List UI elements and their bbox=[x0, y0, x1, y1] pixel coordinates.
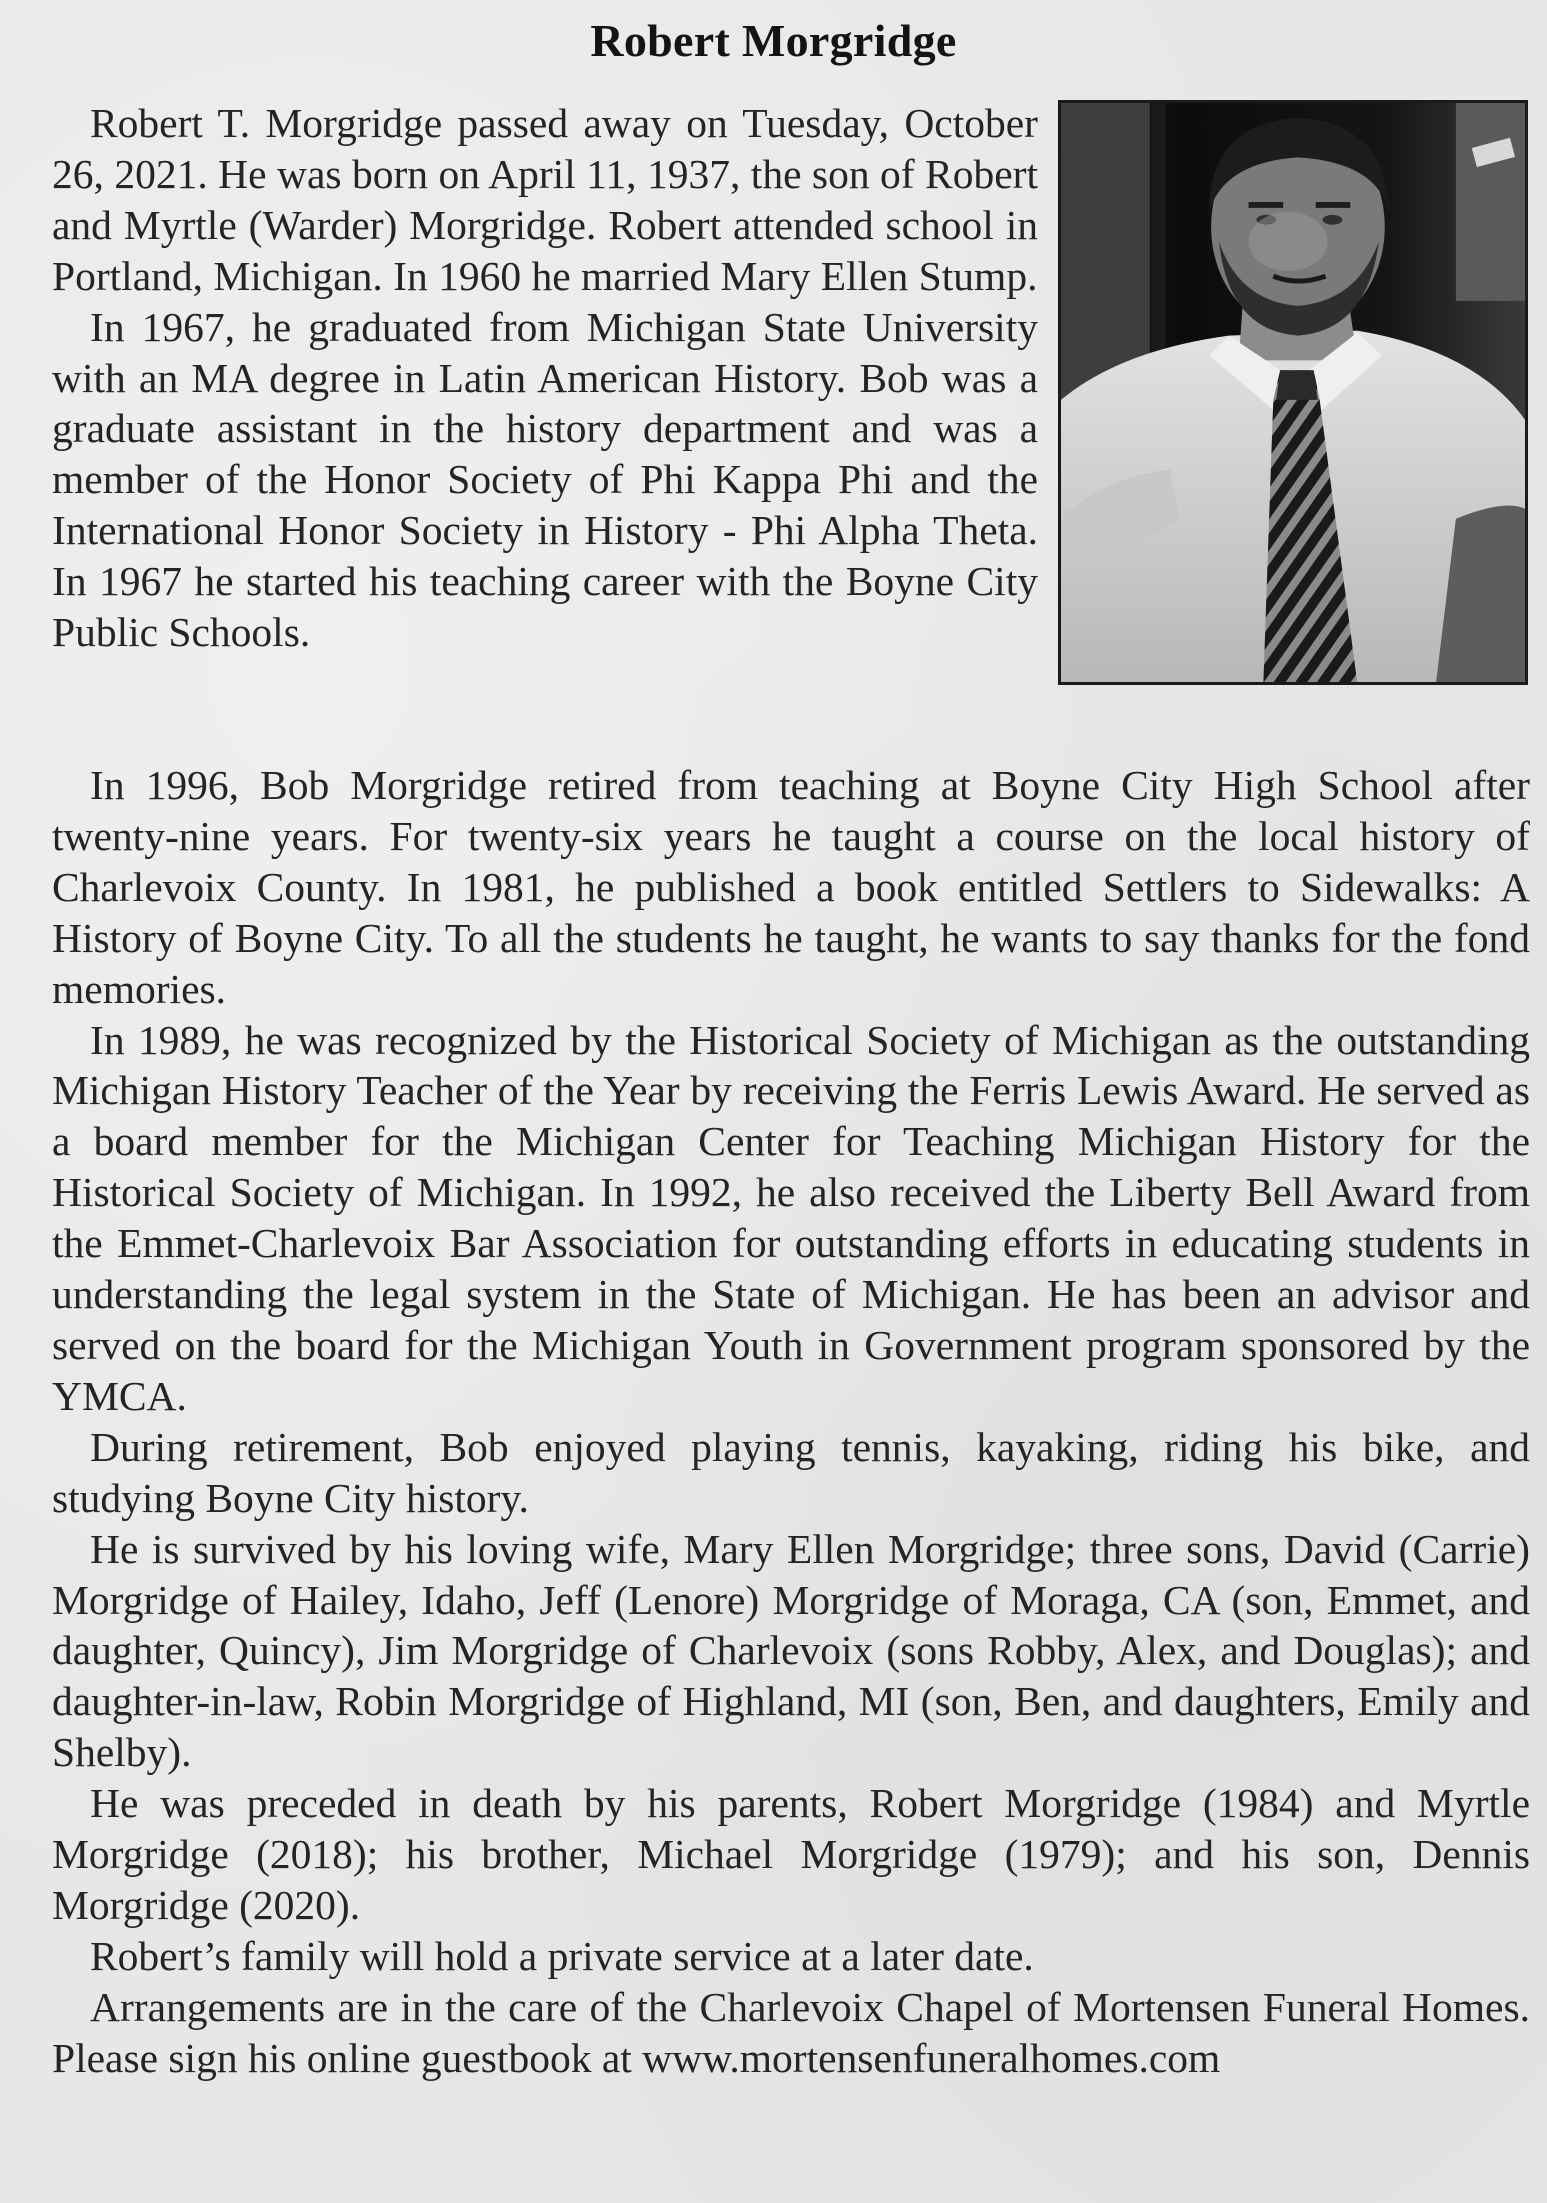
obituary-column-bottom bbox=[52, 760, 1530, 2084]
portrait-photo bbox=[1058, 100, 1528, 685]
paragraph-4: In 1989, he was recognized by the Historical Society of Michigan as the outstanding Michigan History Teacher of the Year by receiving the Ferris Lewis Award. He served as a board member for the Michigan Center for Teaching Michigan History for the Historical Society of Michigan. In 1992, he also received the Liberty Bell Award from the Emmet-Charlevoix Bar Association for outstanding efforts in educating students in understanding the legal system in the State of Michigan. He has been an advisor and served on the board for the Michigan Youth in Government program sponsored by the YMCA. bbox=[52, 1016, 1530, 1419]
obituary-column-top bbox=[52, 98, 1038, 658]
paragraph-6: He is survived by his loving wife, Mary Ellen Morgridge; three sons, David (Carrie) Morgridge of Hailey, Idaho, Jeff (Lenore) Morgridge of Moraga, CA (son, Emmet, and daughter, Quincy), Jim Morgridge of Charlevoix (sons Robby, Alex, and Douglas); and daughter-in-law, Robin Morgridge of Highland, MI (son, Ben, and daughters, Emily and Shelby). bbox=[52, 1525, 1530, 1776]
paragraph-3: In 1996, Bob Morgridge retired from teaching at Boyne City High School after twenty-nine years. For twenty-six years he taught a course on the local history of Charlevoix County. In 1981, he published a book entitled Settlers to Sidewalks: A History of Boyne City. To all the students he taught, he wants to say thanks for the fond memories. bbox=[52, 762, 1530, 1012]
obituary-title: Robert Morgridge bbox=[590, 15, 957, 66]
paragraph-8: Robert’s family will hold a private service at a later date. bbox=[90, 1932, 1034, 1979]
paragraph-9: Arrangements are in the care of the Charlevoix Chapel of Mortensen Funeral Homes. Please sign his online guestbook at www.mortensenfuneralhomes.com bbox=[52, 1983, 1530, 2081]
paragraph-2: In 1967, he graduated from Michigan State University with an MA degree in Latin American History. Bob was a graduate assistant in the history department and was a member of the Honor Society of Phi Kappa Phi and the International Honor Society in History - Phi Alpha Theta. In 1967 he started his teaching career with the Boyne City Public Schools. bbox=[52, 303, 1038, 656]
paragraph-5: During retirement, Bob enjoyed playing tennis, kayaking, riding his bike, and studying Boyne City history. bbox=[52, 1423, 1530, 1521]
portrait-image bbox=[1061, 103, 1525, 682]
paragraph-1: Robert T. Morgridge passed away on Tuesday, October 26, 2021. He was born on April 11, 1937, the son of Robert and Myrtle (Warder) Morgridge. Robert attended school in Portland, Michigan. In 1960 he married Mary Ellen Stump. bbox=[52, 100, 1038, 299]
paragraph-7: He was preceded in death by his parents, Robert Morgridge (1984) and Myrtle Morgridge (2018); his brother, Michael Morgridge (1979); and his son, Dennis Morgridge (2020). bbox=[52, 1780, 1530, 1928]
